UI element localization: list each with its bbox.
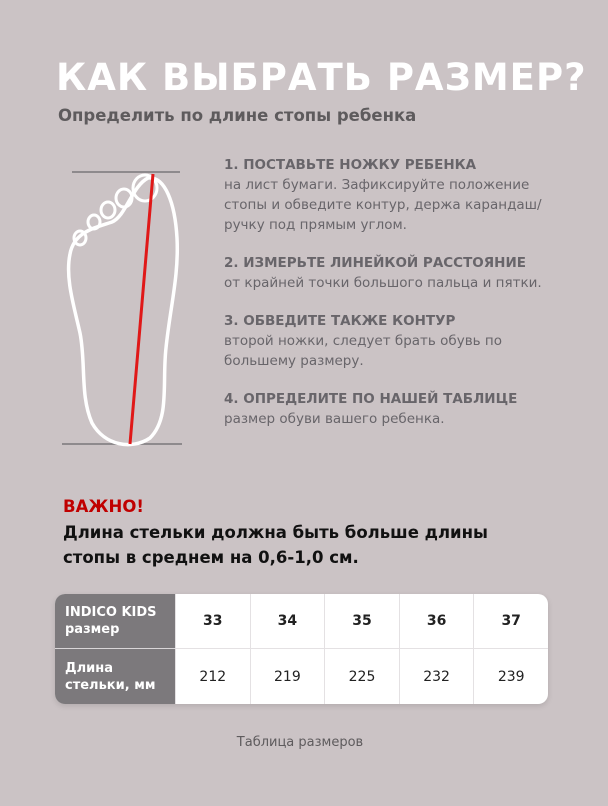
step-3	[224, 311, 564, 371]
step-text: от крайней точки большого пальца и пятки.	[224, 275, 542, 291]
size-cell: 34	[250, 594, 325, 649]
foot-outline-icon	[60, 158, 190, 458]
size-cell: 37	[473, 594, 548, 649]
step-title: 3. ОБВЕДИТЕ ТАКЖЕ КОНТУР	[224, 313, 456, 329]
important-label: ВАЖНО!	[63, 497, 144, 516]
step-4	[224, 389, 564, 429]
step-text: второй ножки, следует брать обувь по большему размеру.	[224, 333, 503, 369]
instruction-steps	[224, 155, 564, 447]
length-cell: 232	[399, 649, 474, 704]
size-table	[55, 594, 548, 704]
size-cell: 33	[175, 594, 250, 649]
step-title: 2. ИЗМЕРЬТЕ ЛИНЕЙКОЙ РАССТОЯНИЕ	[224, 255, 526, 271]
length-cell: 212	[175, 649, 250, 704]
important-text: Длина стельки должна быть больше длины стопы в среднем на 0,6-1,0 см.	[63, 523, 488, 567]
length-cell: 225	[324, 649, 399, 704]
table-caption: Таблица размеров	[236, 735, 364, 750]
page-title: КАК ВЫБРАТЬ РАЗМЕР?	[56, 56, 587, 99]
step-1	[224, 155, 564, 235]
table-row-header-size: INDICO KIDS размер	[55, 594, 175, 649]
table-row-header-length: Длина стельки, мм	[55, 649, 175, 704]
step-text: размер обуви вашего ребенка.	[224, 411, 445, 427]
step-title: 1. ПОСТАВЬТЕ НОЖКУ РЕБЕНКА	[224, 157, 477, 173]
step-2	[224, 253, 564, 293]
size-cell: 35	[324, 594, 399, 649]
length-cell: 239	[473, 649, 548, 704]
step-title: 4. ОПРЕДЕЛИТЕ ПО НАШЕЙ ТАБЛИЦЕ	[224, 391, 518, 407]
step-text: на лист бумаги. Зафиксируйте положение стопы и обведите контур, держа карандаш/ручку под прямым углом.	[224, 177, 542, 233]
length-cell: 219	[250, 649, 325, 704]
size-cell: 36	[399, 594, 474, 649]
page-subtitle: Определить по длине стопы ребенка	[58, 106, 417, 125]
